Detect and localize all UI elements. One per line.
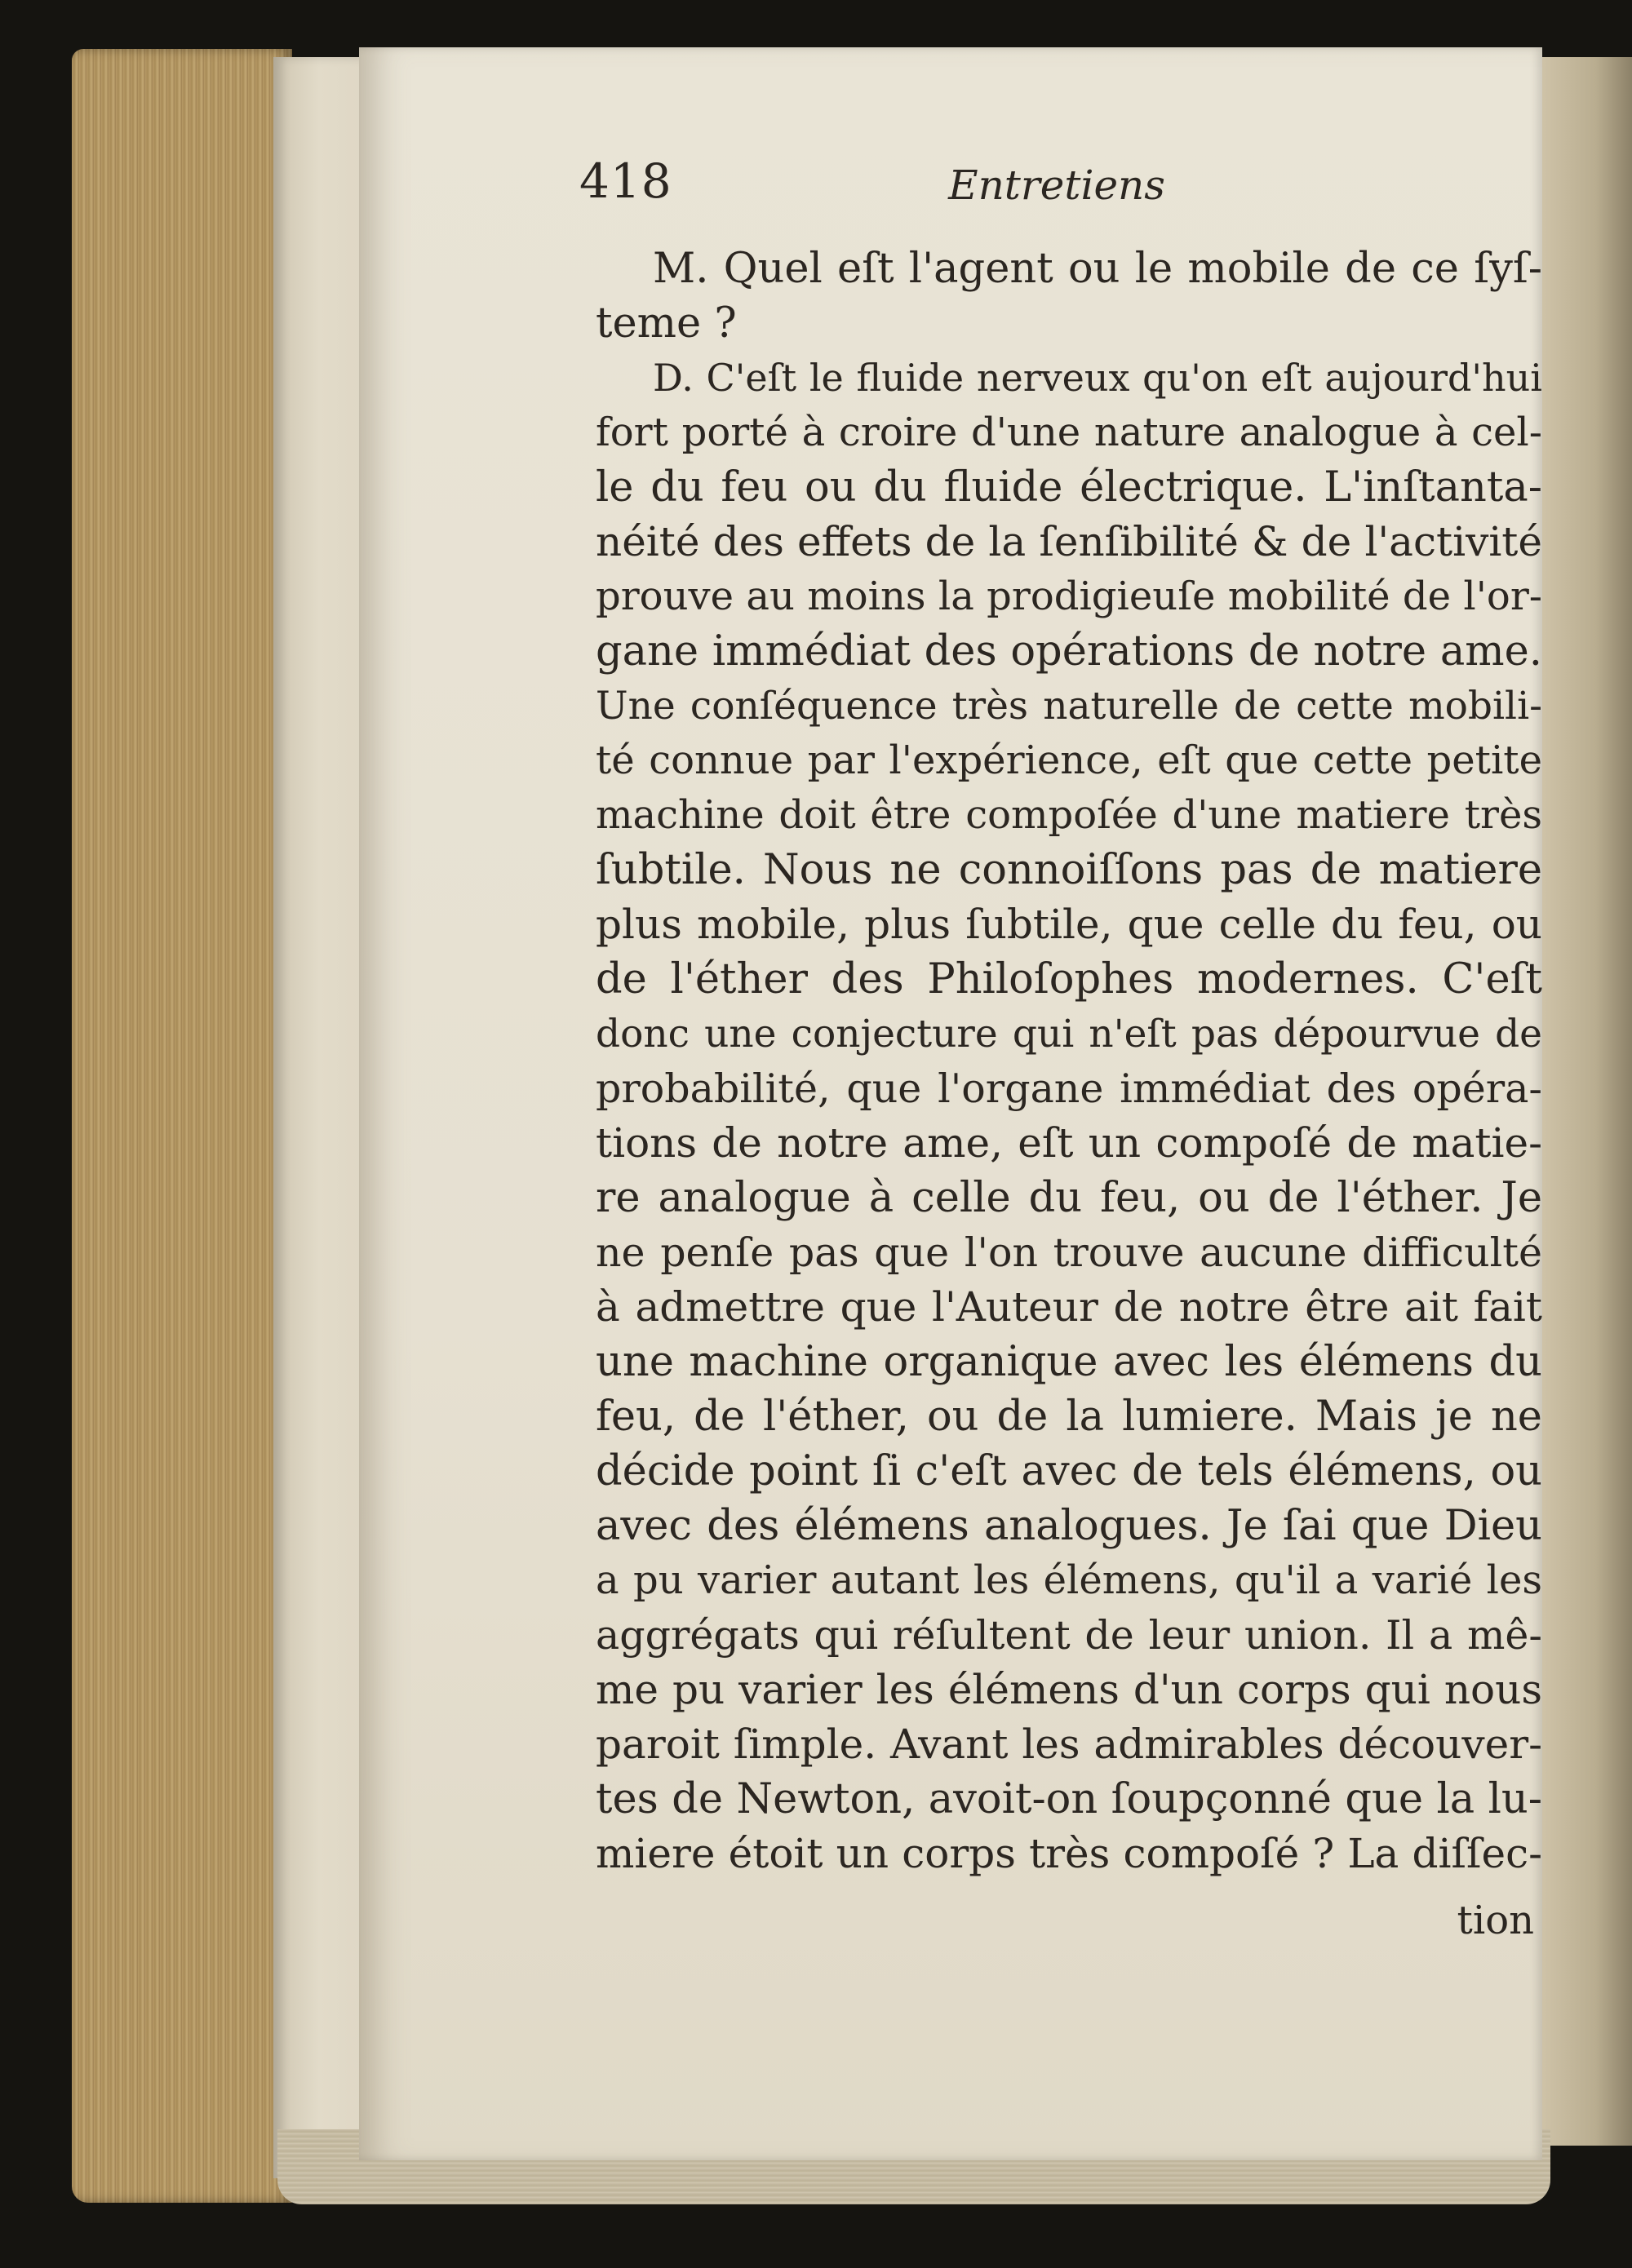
text-line: paroit ſimple. Avant les admirables découver- [596,1721,1542,1768]
text-line: fort porté à croire d'une nature analogue à cel- [596,410,1542,455]
text-line: teme ? [596,299,737,348]
text-line: té connue par l'expérience, eſt que cette petite [596,738,1542,783]
text-line: une machine organique avec les élémens du [596,1338,1542,1386]
text-line: aggrégats qui réſultent de leur union. Il a mê- [596,1612,1542,1659]
text-line: feu, de l'éther, ou de la lumiere. Mais je ne [596,1393,1542,1441]
text-line: gane immédiat des opérations de notre ame. [596,627,1542,676]
page-header [579,145,1534,243]
running-title: Entretiens [948,162,1165,209]
text-line: a pu varier autant les élémens, qu'il a varié les [596,1557,1542,1603]
text-line: D. C'eſt le fluide nerveux qu'on eſt aujourd'hui [653,356,1542,400]
text-line: re analogue à celle du feu, ou de l'éther. Je [596,1174,1542,1222]
text-line: ne penſe pas que l'on trouve aucune difficulté [596,1229,1542,1276]
text-line: plus mobile, plus ſubtile, que celle du feu, ou [596,901,1542,948]
text-line: machine doit être compoſée d'une matiere très [596,792,1542,838]
text-line: miere étoit un corps très compoſé ? La diſſec- [596,1830,1542,1877]
page-number: 418 [579,153,672,209]
text-line: tes de Newton, avoit-on ſoupçonné que la lu- [596,1775,1542,1823]
text-line: à admettre que l'Auteur de notre être ait fait [596,1283,1542,1331]
book-fore-edge-left [72,49,292,2203]
body-text [596,241,1542,1881]
text-line: me pu varier les élémens d'un corps qui nous [596,1666,1542,1713]
text-line: avec des élémens analogues. Je ſai que Dieu [596,1502,1542,1550]
catchword: tion [1457,1898,1534,1943]
text-line: décide point ſi c'eſt avec de tels élémens, ou [596,1447,1542,1495]
text-line: ſubtile. Nous ne connoiſſons pas de matiere [596,846,1542,894]
text-line: néité des effets de la ſenſibilité & de l'activité [596,518,1542,565]
text-line: M. Quel eſt l'agent ou le mobile de ce ſyſ- [653,245,1542,293]
text-line: donc une conjecture qui n'eſt pas dépourvue de [596,1012,1542,1056]
text-line: Une conſéquence très naturelle de cette mobili- [596,684,1542,729]
book-page [359,47,1542,2160]
text-line: le du feu ou du fluide électrique. L'inſtanta- [596,463,1542,512]
text-line: tions de notre ame, eſt un compoſé de matie- [596,1119,1542,1167]
text-line: probabilité, que l'organe immédiat des opéra- [596,1065,1542,1112]
facing-page-edge [1541,57,1632,2146]
text-line: de l'éther des Philoſophes modernes. C'eſt [596,955,1542,1003]
text-line: prouve au moins la prodigieuſe mobilité de l'or- [596,574,1542,619]
